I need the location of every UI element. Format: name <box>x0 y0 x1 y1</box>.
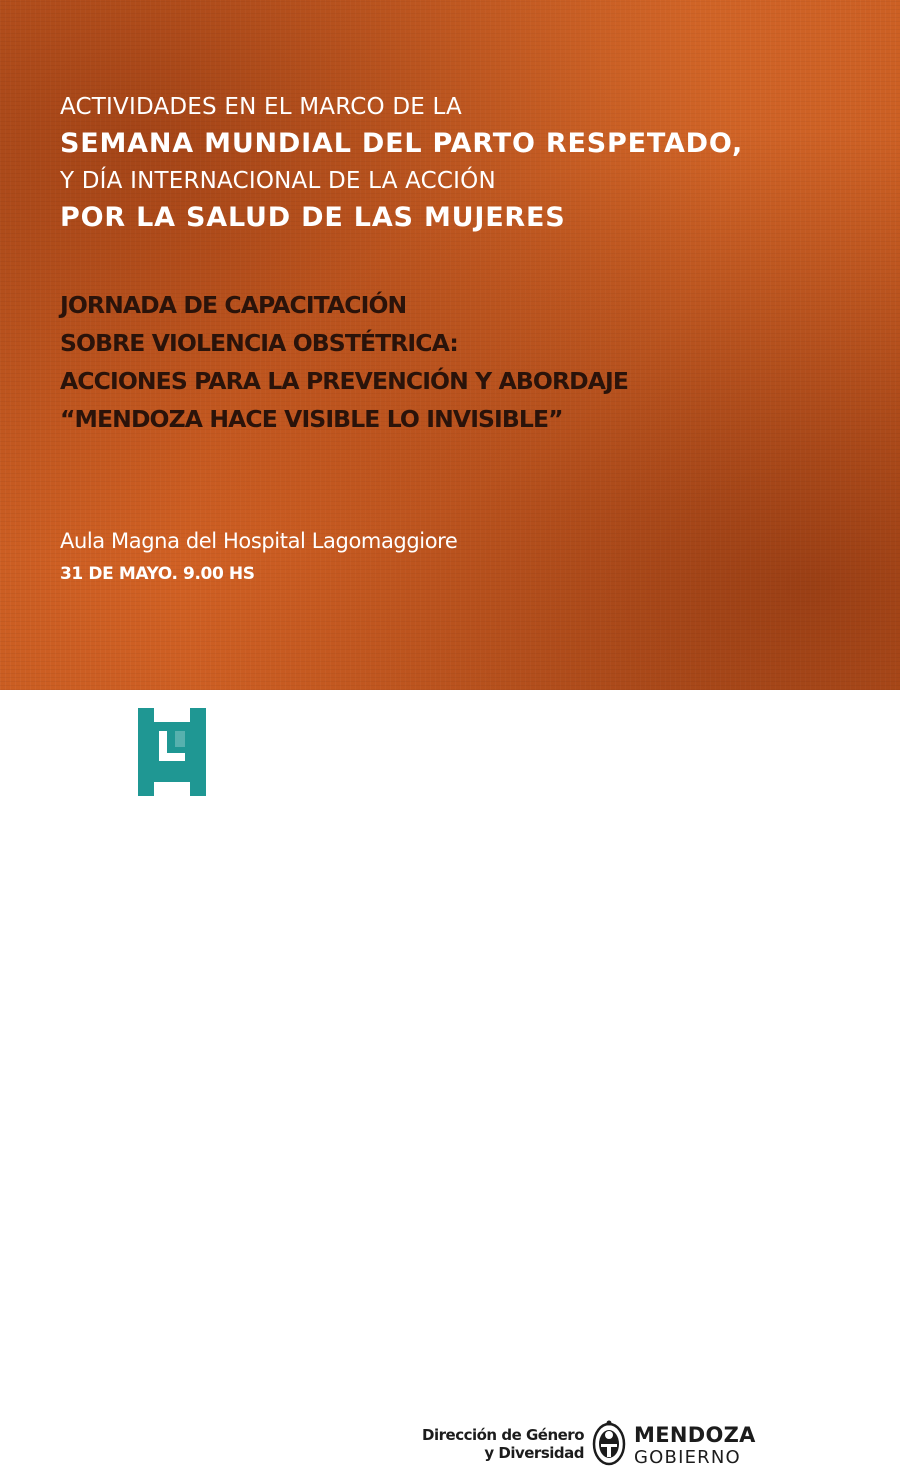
direccion-line-1: Dirección de Género <box>422 1426 584 1444</box>
event-venue <box>60 526 457 588</box>
gov-sub: GOBIERNO <box>634 1447 741 1468</box>
mendoza-seal-icon <box>592 1420 626 1466</box>
venue-date: 31 DE MAYO. 9.00 HS <box>60 564 255 584</box>
heading-line-4: POR LA SALUD DE LAS MUJERES <box>60 202 566 233</box>
jornada-title <box>60 286 628 438</box>
footer-logos <box>0 690 900 1468</box>
jornada-line-3: ACCIONES PARA LA PREVENCIÓN Y ABORDAJE <box>60 367 629 395</box>
direccion-line-2: y Diversidad <box>484 1444 584 1462</box>
jornada-line-2: SOBRE VIOLENCIA OBSTÉTRICA: <box>60 329 458 357</box>
direccion-genero-diversidad <box>422 1426 584 1462</box>
venue-place: Aula Magna del Hospital Lagomaggiore <box>60 529 458 553</box>
event-poster <box>0 0 900 690</box>
gov-name: MENDOZA <box>634 1423 756 1447</box>
jornada-line-4: “MENDOZA HACE VISIBLE LO INVISIBLE” <box>60 405 563 433</box>
heading-line-1: ACTIVIDADES EN EL MARCO DE LA <box>60 94 462 120</box>
heading-line-2: SEMANA MUNDIAL DEL PARTO RESPETADO, <box>60 128 744 159</box>
mendoza-gobierno-logo <box>634 1423 756 1469</box>
jornada-line-1: JORNADA DE CAPACITACIÓN <box>60 291 407 319</box>
heading-line-3: Y DÍA INTERNACIONAL DE LA ACCIÓN <box>60 168 496 194</box>
event-heading <box>60 90 743 238</box>
hospital-lagomaggiore-logo-icon <box>138 708 206 796</box>
